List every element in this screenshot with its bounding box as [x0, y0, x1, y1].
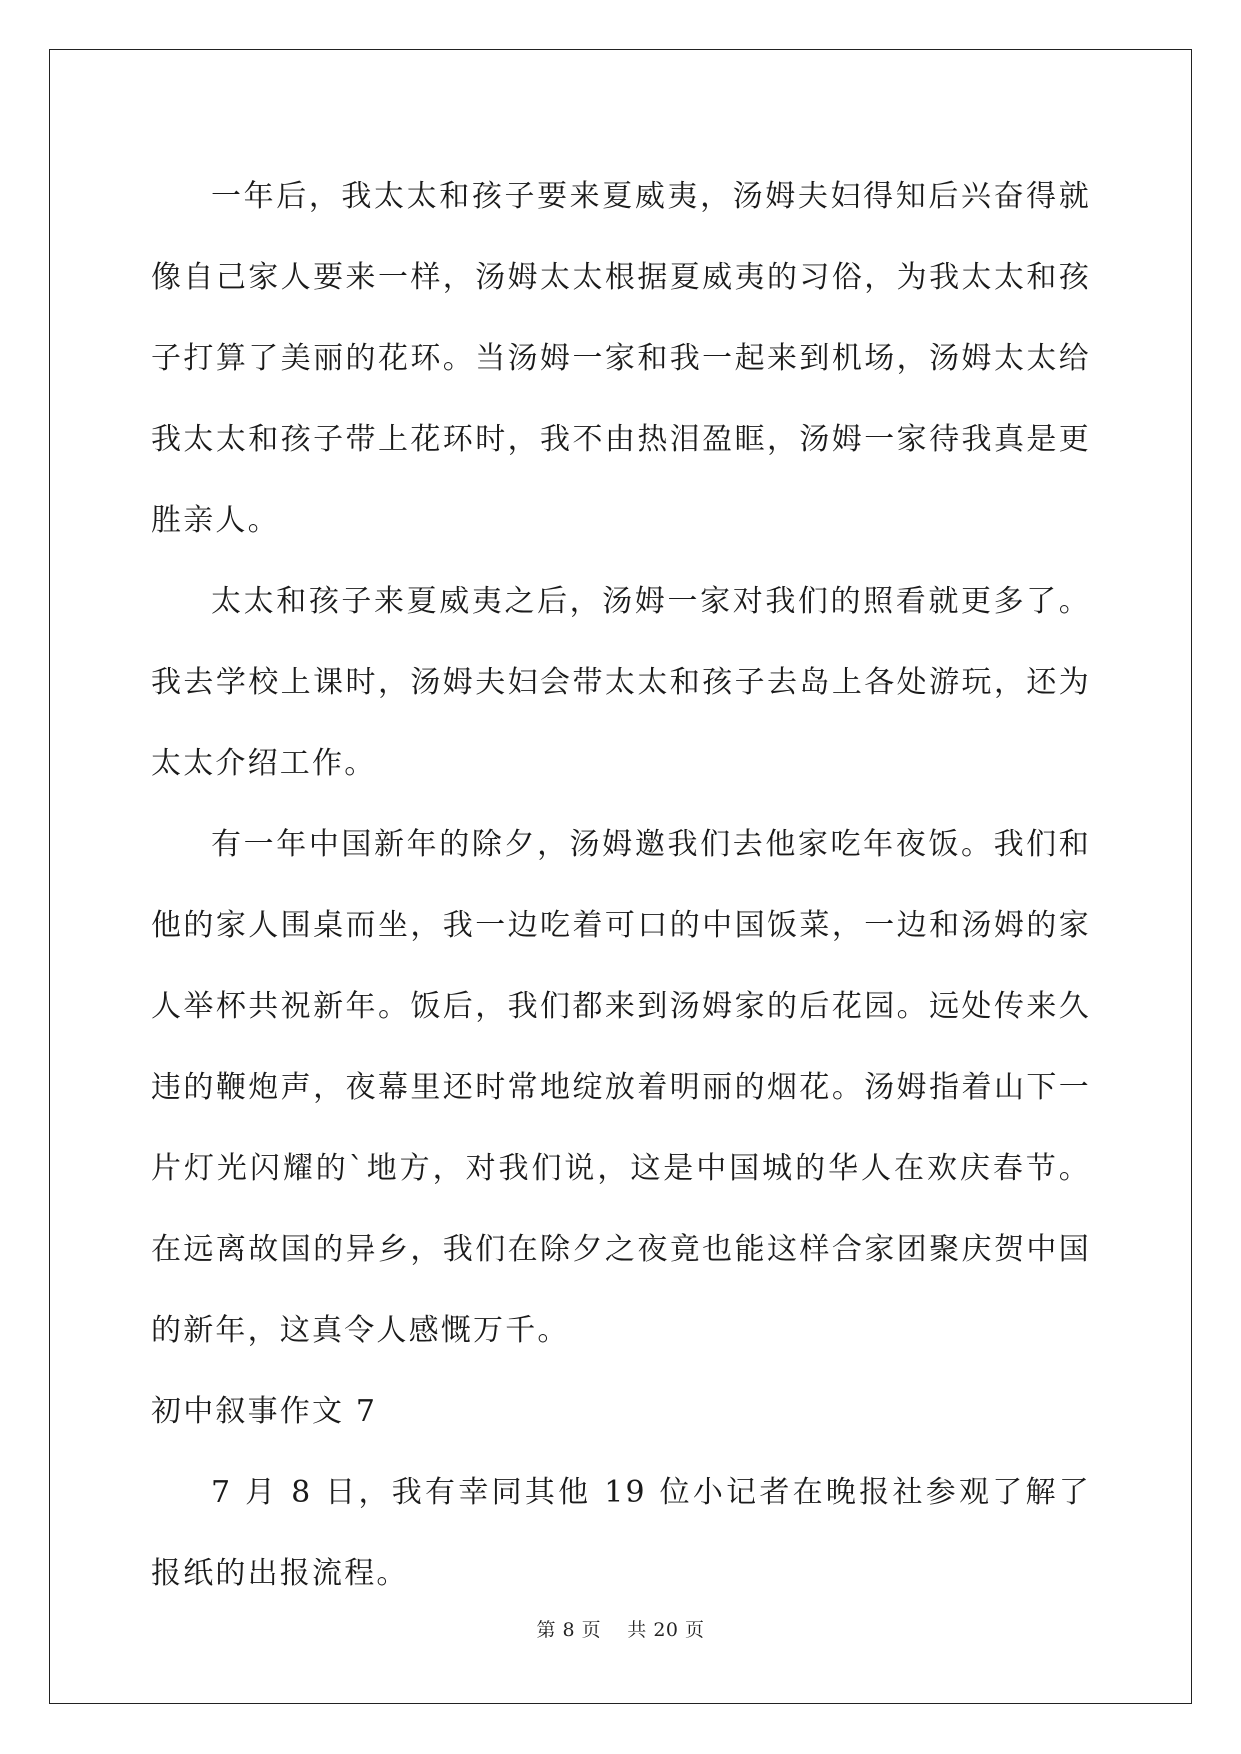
- paragraph: 有一年中国新年的除夕，汤姆邀我们去他家吃年夜饭。我们和他的家人围桌而坐，我一边吃着可口的中国饭菜，一边和汤姆的家人举杯共祝新年。饭后，我们都来到汤姆家的后花园。远处传来久违的鞭炮声，夜幕里还时常地绽放着明丽的烟花。汤姆指着山下一片灯光闪耀的`地方，对我们说，这是中国城的华人在欢庆春节。在远离故国的异乡，我们在除夕之夜竟也能这样合家团聚庆贺中国的新年，这真令人感慨万千。: [151, 827, 1091, 1348]
- paragraph: 一年后，我太太和孩子要来夏威夷，汤姆夫妇得知后兴奋得就像自己家人要来一样，汤姆太太根据夏威夷的习俗，为我太太和孩子打算了美丽的花环。当汤姆一家和我一起来到机场，汤姆太太给我太太和孩子带上花环时，我不由热泪盈眶，汤姆一家待我真是更胜亲人。: [151, 179, 1091, 538]
- page-number: 第 8 页: [536, 1619, 602, 1641]
- paragraph: 7 月 8 日，我有幸同其他 19 位小记者在晚报社参观了解了报纸的出报流程。: [151, 1475, 1091, 1591]
- section-heading: 初中叙事作文 7: [151, 1394, 378, 1429]
- page-footer: [0, 1615, 1241, 1642]
- page-total: 共 20 页: [627, 1619, 705, 1641]
- document-body: [151, 156, 1091, 1614]
- paragraph: 太太和孩子来夏威夷之后，汤姆一家对我们的照看就更多了。我去学校上课时，汤姆夫妇会带太太和孩子去岛上各处游玩，还为太太介绍工作。: [151, 584, 1091, 781]
